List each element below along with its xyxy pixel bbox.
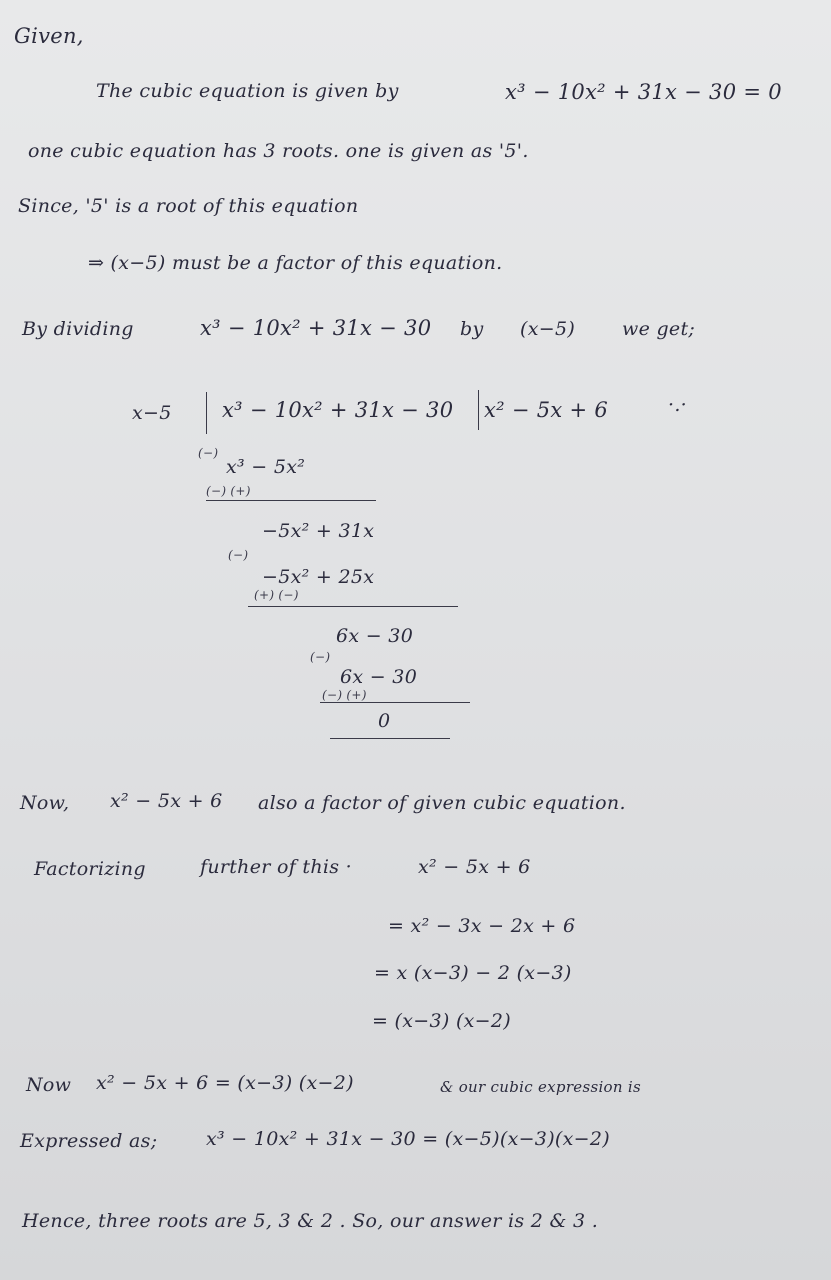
- division-step2-remainder: 6x − 30: [336, 625, 414, 647]
- intro-line5-divisor: (x−5): [520, 318, 576, 340]
- division-step3-sign: (−): [310, 650, 331, 664]
- conclusion-expressed: Expressed as;: [20, 1130, 158, 1152]
- division-rule-1: [206, 500, 376, 501]
- intro-line3: Since, '5' is a root of this equation: [18, 195, 359, 217]
- division-step1-subtract: x³ − 5x²: [226, 456, 306, 478]
- intro-line4: ⇒ (x−5) must be a factor of this equation.: [88, 252, 503, 274]
- conclusion-text-1: & our cubic expression is: [440, 1078, 642, 1096]
- division-step3-signs: (−) (+): [322, 688, 367, 702]
- intro-line5-equation: x³ − 10x² + 31x − 30: [200, 316, 432, 340]
- intro-line5-by: by: [460, 318, 484, 340]
- conclusion-equation-1: x² − 5x + 6 = (x−3) (x−2): [96, 1072, 354, 1094]
- conclusion-answer: Hence, three roots are 5, 3 & 2 . So, our answer is 2 & 3 .: [22, 1210, 599, 1232]
- factor-step-3: = (x−3) (x−2): [372, 1010, 511, 1032]
- intro-line1-text: The cubic equation is given by: [96, 80, 399, 102]
- factor-step-1: = x² − 3x − 2x + 6: [388, 915, 576, 937]
- now-label: Now,: [20, 792, 70, 814]
- factor-step-2: = x (x−3) − 2 (x−3): [374, 962, 572, 984]
- division-right-bar: [478, 390, 479, 430]
- division-dividend: x³ − 10x² + 31x − 30: [222, 398, 454, 422]
- division-dots: ·.·: [668, 394, 688, 416]
- conclusion-equation-2: x³ − 10x² + 31x − 30 = (x−5)(x−3)(x−2): [206, 1128, 610, 1150]
- division-step3-subtract: 6x − 30: [340, 666, 418, 688]
- division-left-bar: [206, 392, 207, 434]
- division-step1-remainder: −5x² + 31x: [262, 520, 375, 542]
- division-step2-subtract: −5x² + 25x: [262, 566, 375, 588]
- division-rule-3: [320, 702, 470, 703]
- intro-line5-text: By dividing: [22, 318, 134, 340]
- division-step2-sign: (−): [228, 548, 249, 562]
- intro-line5-we-get: we get;: [622, 318, 696, 340]
- heading-given: Given,: [14, 24, 84, 48]
- conclusion-now: Now: [26, 1074, 72, 1096]
- now-text: also a factor of given cubic equation.: [258, 792, 626, 814]
- division-final-remainder-text: 0: [378, 710, 391, 732]
- division-quotient: x² − 5x + 6: [484, 398, 609, 422]
- division-rule-2: [248, 606, 458, 607]
- division-step1-signs: (−) (+): [206, 484, 251, 498]
- intro-line2: one cubic equation has 3 roots. one is given as '5'.: [28, 140, 529, 162]
- division-step1-sign: (−): [198, 446, 219, 460]
- now-equation: x² − 5x + 6: [110, 790, 223, 812]
- division-rule-final: [330, 738, 450, 739]
- division-divisor: x−5: [132, 402, 172, 424]
- division-step2-signs: (+) (−): [254, 588, 299, 602]
- factorizing-text: further of this ·: [200, 856, 352, 878]
- intro-line1-equation: x³ − 10x² + 31x − 30 = 0: [505, 80, 782, 104]
- factorizing-equation: x² − 5x + 6: [418, 856, 531, 878]
- factorizing-label: Factorizing: [34, 858, 146, 880]
